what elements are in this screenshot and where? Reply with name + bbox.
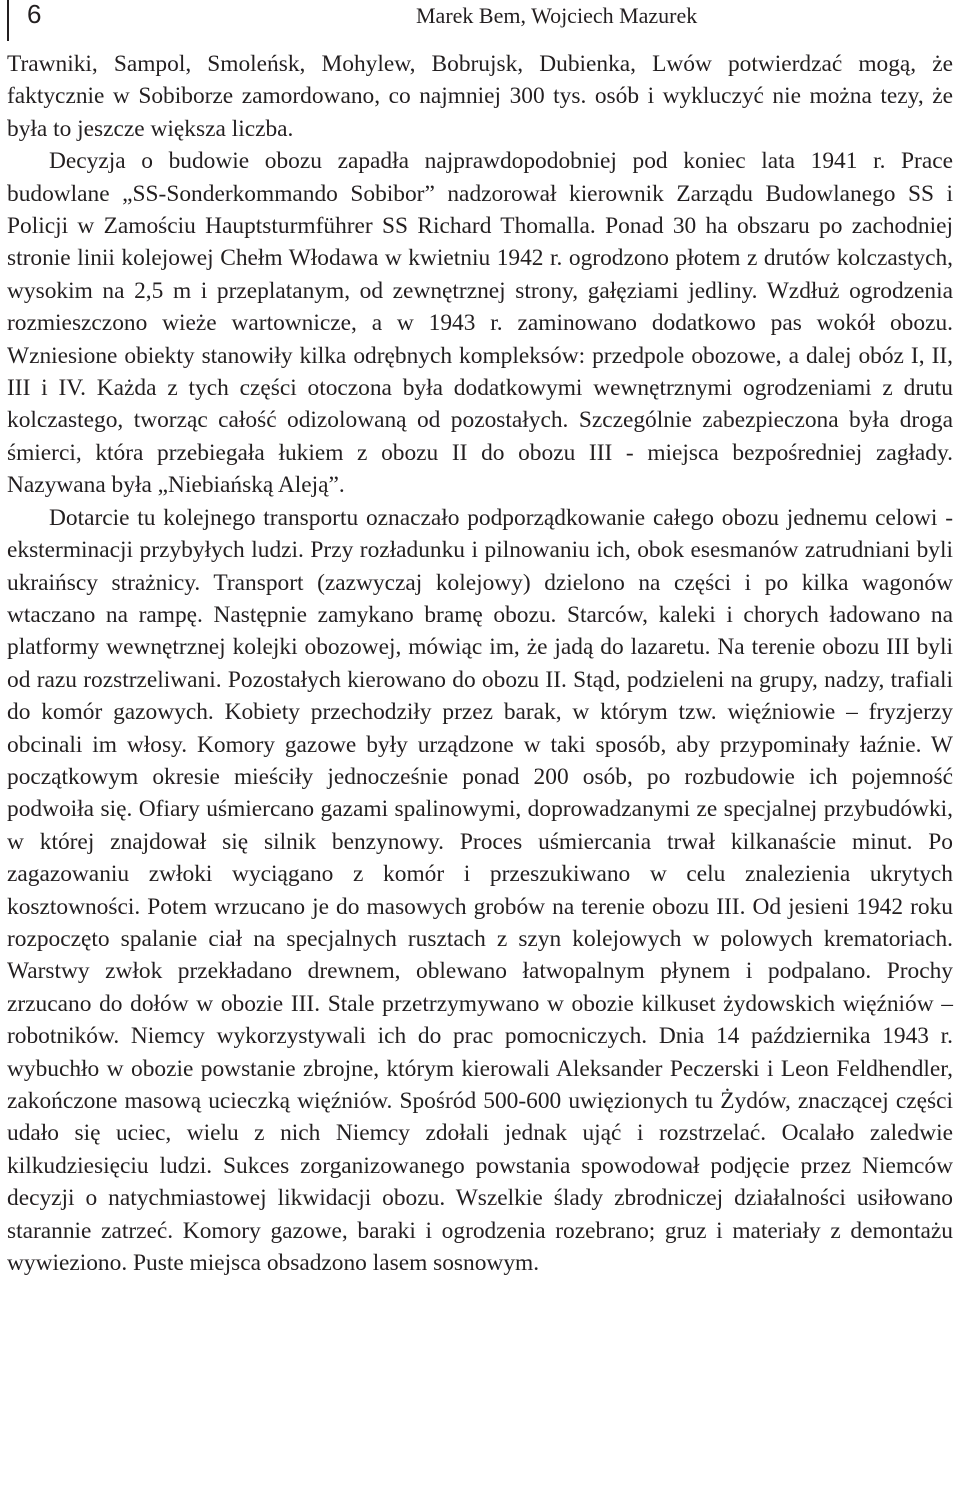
body-text <box>7 48 953 1279</box>
page-header <box>0 0 960 42</box>
paragraph-2: Decyzja o budowie obozu zapadła najprawdopodobniej pod koniec lata 1941 r. Prace budowlane „SS-Sonderkommando Sobibor” nadzorował kierownik Zarządu Budowlanego SS i Policji w Zamościu Hauptsturmführer SS Richard Thomalla. Ponad 30 ha obszaru po zachodniej stronie linii kolejowej Chełm Włodawa w kwietniu 1942 r. ogrodzono płotem z drutów kolczastych, wysokim na 2,5 m i przeplatanym, od zewnętrznej strony, gałęziami jedliny. Wzdłuż ogrodzenia rozmieszczono wieże wartownicze, a w 1943 r. zaminowano dodatkowo pas wokół obozu. Wzniesione obiekty stanowiły kilka odrębnych kompleksów: przedpole obozowe, a dalej obóz I, II, III i IV. Każda z tych części otoczona była dodatkowymi wewnętrznymi ogrodzeniami z drutu kolczastego, tworząc całość odizolowaną od pozostałych. Szczególnie zabezpieczona była droga śmierci, która przebiegała łukiem z obozu II do obozu III - miejsca bezpośredniej zagłady. Nazywana była „Niebiańską Aleją”. <box>7 148 953 499</box>
paragraph-1: Trawniki, Sampol, Smoleńsk, Mohylew, Bobrujsk, Dubienka, Lwów potwierdzać mogą, że faktycznie w Sobiborze zamordowano, co najmniej 300 tys. osób i wykluczyć nie można tezy, że była to jeszcze większa liczba. <box>7 51 953 142</box>
paragraph-3: Dotarcie tu kolejnego transportu oznaczało podporządkowanie całego obozu jednemu celowi - eksterminacji przybyłych ludzi. Przy rozładunku i pilnowaniu ich, obok esesmanów zatrudniani byli ukraińscy strażnicy. Transport (zazwyczaj kolejowy) dzielono na części i po kilka wagonów wtaczano na rampę. Następnie zamykano bramę obozu. Starców, kaleki i chorych ładowano na platformy wewnętrznej kolejki obozowej, mówiąc im, że jadą do lazaretu. Na terenie obozu III byli od razu rozstrzeliwani. Pozostałych kierowano do obozu II. Stąd, podzieleni na grupy, nadzy, trafiali do komór gazowych. Kobiety przechodziły przez barak, w którym tzw. więźniowie – fryzjerzy obcinali im włosy. Komory gazowe były urządzone w taki sposób, aby przypominały łaźnie. W początkowym okresie mieściły jednocześnie ponad 200 osób, po rozbudowie ich pojemność podwoiła się. Ofiary uśmiercano gazami spalinowymi, doprowadzanymi ze specjalnej przybudówki, w której znajdował się silnik benzynowy. Proces uśmiercania trwał kilkanaście minut. Po zagazowaniu zwłoki wyciągano z komór i przeszukiwano w celu znalezienia ukrytych kosztowności. Potem wrzucano je do masowych grobów na terenie obozu III. Od jesieni 1942 roku rozpoczęto spalanie ciał na specjalnych rusztach z szyn kolejowych w polowych krematoriach. Warstwy zwłok przekładano drewnem, oblewano łatwopalnym płynem i podpalano. Prochy zrzucano do dołów w obozie III. Stale przetrzymywano w obozie kilkuset żydowskich więźniów – robotników. Niemcy wykorzystywali ich do prac pomocniczych. Dnia 14 października 1943 r. wybuchło w obozie powstanie zbrojne, którym kierowali Aleksander Peczerski i Leon Feldhendler, zakończone masową ucieczką więźniów. Spośród 500-600 uwięzionych tu Żydów, znaczącej części udało się uciec, wielu z nich Niemcy zdołali jednak ująć i rozstrzelać. Ocalało zaledwie kilkudziesięciu ludzi. Sukces zorganizowanego powstania spowodował podjęcie przez Niemców decyzji o natychmiastowej likwidacji obozu. Wszelkie ślady zbrodniczej działalności usiłowano starannie zatrzeć. Komory gazowe, baraki i ogrodzenia rozebrano; gruz i materiały z demontażu wywieziono. Puste miejsca obsadzono lasem sosnowym. <box>7 504 953 1277</box>
page-number: 6 <box>7 0 41 41</box>
running-head-authors: Marek Bem, Wojciech Mazurek <box>416 3 698 28</box>
